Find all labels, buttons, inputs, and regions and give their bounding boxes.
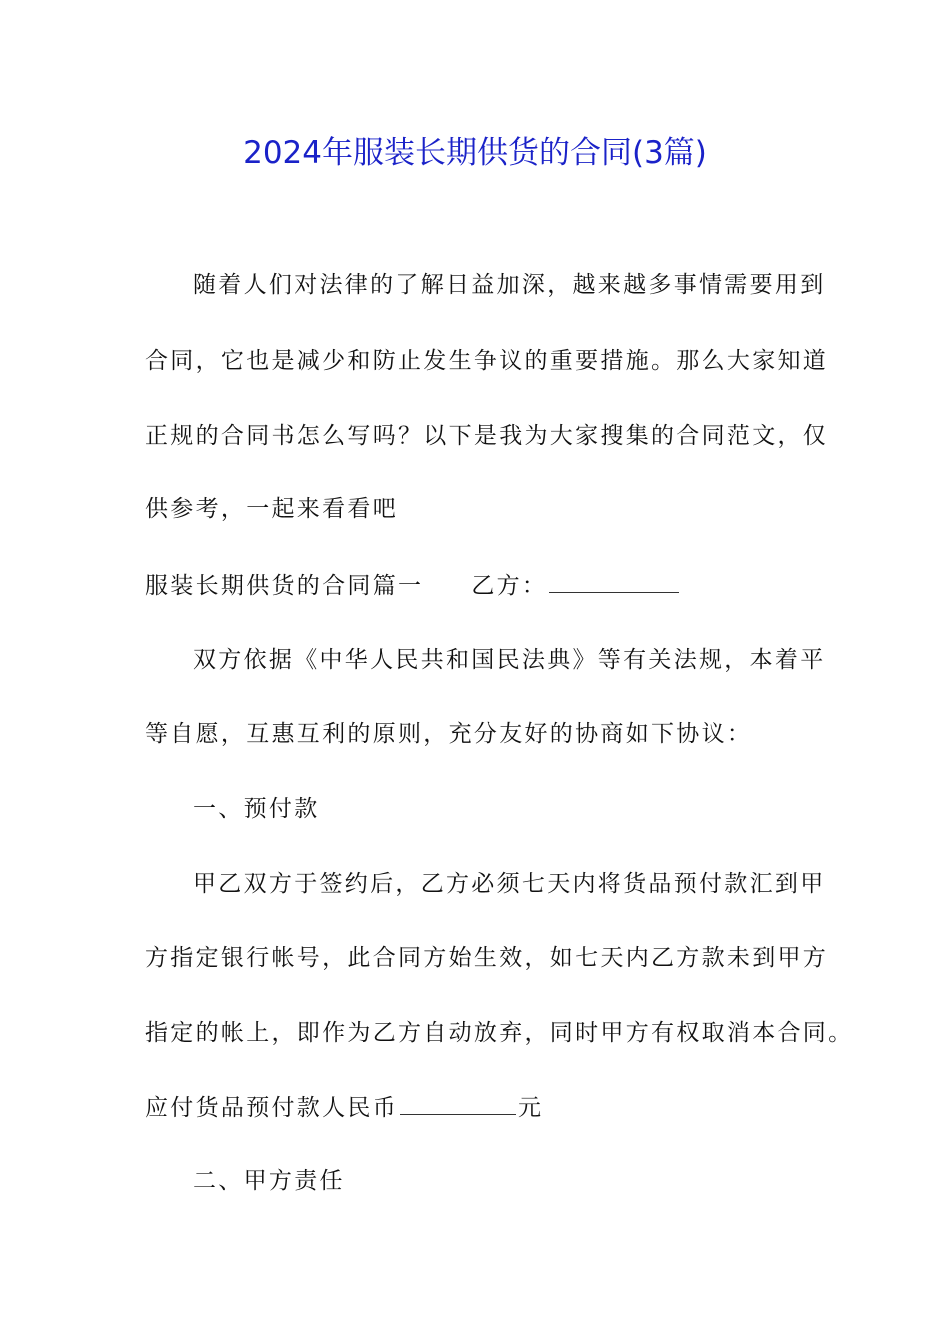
section1-line-1: 甲乙双方于签约后，乙方必须七天内将货品预付款汇到甲 [193, 871, 826, 897]
basis-line-2: 等自愿，互惠互利的原则，充分友好的协商如下协议： [145, 721, 753, 747]
payment-prefix: 应付货品预付款人民币 [145, 1095, 398, 1121]
basis-line-1: 双方依据《中华人民共和国民法典》等有关法规，本着平 [193, 647, 826, 673]
part1-heading-row [145, 569, 681, 603]
party-b-blank [549, 570, 679, 593]
section1-title: 一、预付款 [193, 796, 320, 822]
document-title: 2024年服装长期供货的合同(3篇) [243, 135, 707, 171]
section1-line-2: 方指定银行帐号，此合同方始生效，如七天内乙方款未到甲方 [145, 945, 829, 971]
intro-line-2: 合同，它也是减少和防止发生争议的重要措施。那么大家知道 [145, 348, 829, 374]
intro-line-4: 供参考，一起来看看吧 [145, 496, 398, 522]
payment-amount-blank [400, 1092, 516, 1115]
party-b-label: 乙方： [471, 573, 548, 599]
intro-line-1: 随着人们对法律的了解日益加深，越来越多事情需要用到 [193, 272, 826, 298]
payment-row [145, 1091, 543, 1125]
section2-title: 二、甲方责任 [193, 1168, 345, 1194]
payment-suffix: 元 [518, 1095, 544, 1121]
section1-line-3: 指定的帐上，即作为乙方自动放弃，同时甲方有权取消本合同。 [145, 1020, 854, 1046]
intro-line-3: 正规的合同书怎么写吗？以下是我为大家搜集的合同范文，仅 [145, 423, 829, 449]
part1-heading: 服装长期供货的合同篇一 [145, 573, 424, 599]
